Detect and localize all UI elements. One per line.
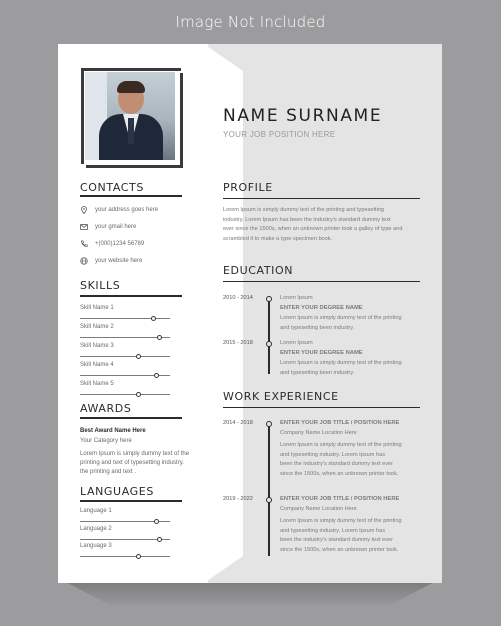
work-job-title: ENTER YOUR JOB TITLE / POSITION HERE xyxy=(280,496,400,502)
language-label: Language 1 xyxy=(80,508,112,514)
languages-title: LANGUAGES xyxy=(80,485,154,498)
contact-phone: +(000)1234 56789 xyxy=(95,241,145,247)
education-timeline xyxy=(268,300,270,374)
skill-level-knob xyxy=(136,354,141,359)
work-company: Company Name Location Here xyxy=(280,430,357,436)
award-text: Lorem Ipsum is simply dummy text of the printing and text of typesetting industry. the printing and text . xyxy=(80,451,190,475)
image-not-included-note: Image Not Included xyxy=(175,13,326,31)
education-org: Lorem Ipsum xyxy=(280,340,313,346)
work-dates: 2014 - 2018 xyxy=(223,420,253,426)
profile-photo xyxy=(85,72,175,160)
work-rule xyxy=(223,407,420,408)
work-company: Company Name Location Here xyxy=(280,506,357,512)
profile-rule xyxy=(223,198,420,199)
globe-icon xyxy=(80,257,88,265)
awards-rule xyxy=(80,417,182,419)
language-track xyxy=(80,556,170,557)
language-level-knob xyxy=(154,519,159,524)
education-dates: 2010 - 2014 xyxy=(223,295,253,301)
phone-icon xyxy=(80,240,88,248)
education-org: Lorem Ipsum xyxy=(280,295,313,301)
work-text: Lorem Ipsum is simply dummy text of the printing and typesetting industry. Lorem Ipsum has been the industry's standard dummy text ever since the 1500s, when an unknown printer took. xyxy=(280,442,402,477)
language-level-knob xyxy=(157,537,162,542)
contacts-rule xyxy=(80,195,182,197)
education-dot xyxy=(266,341,272,347)
work-title: WORK EXPERIENCE xyxy=(223,390,339,403)
languages-rule xyxy=(80,500,182,502)
work-job-title: ENTER YOUR JOB TITLE / POSITION HERE xyxy=(280,420,400,426)
education-rule xyxy=(223,281,420,282)
work-text: Lorem Ipsum is simply dummy text of the printing and typesetting industry. Lorem Ipsum has been the industry's standard dummy text ever since the 1500s, when an unknown printer took. xyxy=(280,518,402,553)
education-text: Lorem Ipsum is simply dummy text of the printing and typesetting been industry. xyxy=(280,360,402,376)
skill-label: Skill Name 2 xyxy=(80,324,114,330)
skill-level-knob xyxy=(157,335,162,340)
work-dot xyxy=(266,497,272,503)
language-label: Language 2 xyxy=(80,525,112,532)
skills-rule xyxy=(80,295,182,297)
language-label: Language 3 xyxy=(80,543,112,549)
skill-label: Skill Name 1 xyxy=(80,305,114,311)
contacts-title: CONTACTS xyxy=(80,181,144,194)
work-timeline xyxy=(268,424,270,556)
education-dates: 2015 - 2018 xyxy=(223,340,253,346)
contact-email: your gmail here xyxy=(95,224,137,230)
skill-track xyxy=(80,318,170,319)
job-position: YOUR JOB POSITION HERE xyxy=(223,130,336,139)
skill-level-knob xyxy=(136,392,141,397)
work-dot xyxy=(266,421,272,427)
award-name: Best Award Name Here xyxy=(80,428,146,434)
education-dot xyxy=(266,296,272,302)
profile-text: Lorem Ipsum is simply dummy text of the printing and typesetting industry. Lorem Ipsum has been the industry's standard dummy text ever since the 1500s, when an unknown printer took a galley of type and scrambled it to make a type specimen book. xyxy=(223,207,403,242)
profile-title: PROFILE xyxy=(223,181,273,194)
education-degree: ENTER YOUR DEGREE NAME xyxy=(280,350,363,356)
award-category: Your Category here xyxy=(80,438,132,444)
skill-level-knob xyxy=(154,373,159,378)
mail-icon xyxy=(80,223,88,231)
skill-label: Skill Name 4 xyxy=(80,362,114,368)
skill-label: Skill Name 5 xyxy=(80,381,114,387)
education-text: Lorem Ipsum is simply dummy text of the printing and typesetting been industry. xyxy=(280,315,402,331)
resume-sheet xyxy=(58,44,442,583)
skills-title: SKILLS xyxy=(80,279,121,292)
contact-address: your address goes here xyxy=(95,207,159,213)
education-degree: ENTER YOUR DEGREE NAME xyxy=(280,305,363,311)
education-title: EDUCATION xyxy=(223,264,294,277)
full-name: NAME SURNAME xyxy=(223,106,383,126)
skill-label: Skill Name 3 xyxy=(80,343,114,349)
skill-track xyxy=(80,356,170,357)
awards-title: AWARDS xyxy=(80,402,132,415)
skill-track xyxy=(80,394,170,395)
location-pin-icon xyxy=(80,206,88,214)
contact-website: your website here xyxy=(95,258,143,264)
work-dates: 2019 - 2022 xyxy=(223,496,253,502)
language-level-knob xyxy=(136,554,141,559)
